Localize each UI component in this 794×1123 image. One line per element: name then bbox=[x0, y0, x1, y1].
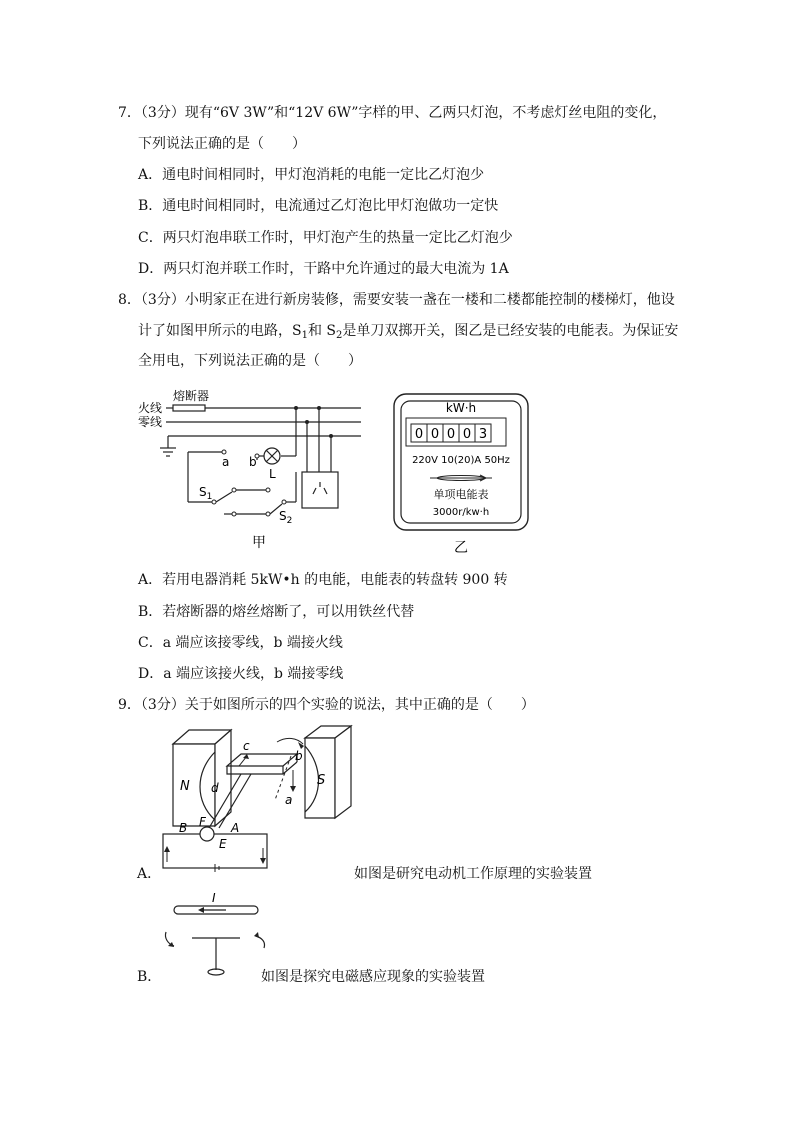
coil-b-label: b bbox=[295, 749, 303, 763]
q8-option-d: D．a 端应该接火线，b 端接零线 bbox=[138, 666, 344, 682]
q8-stem-line2 bbox=[138, 321, 678, 346]
q8-option-a: A．若用电器消耗 5kW•h 的电能，电能表的转盘转 900 转 bbox=[138, 572, 508, 588]
meter-digit-5: 3 bbox=[478, 427, 488, 442]
q8-line2-part2: 和 S bbox=[307, 323, 337, 339]
meter-name: 单项电能表 bbox=[433, 488, 489, 501]
q8-s2-subscript: 2 bbox=[336, 330, 343, 341]
q9-stem: 9．（3分）关于如图所示的四个实验的说法，其中正确的是（ ） bbox=[118, 697, 535, 713]
oersted-apparatus-figure bbox=[160, 892, 270, 982]
brush-b-label: B bbox=[179, 821, 188, 835]
q7-stem-line2: 下列说法正确的是（ ） bbox=[138, 136, 306, 152]
terminal-b-label: b bbox=[249, 455, 257, 469]
coil-c-label: c bbox=[243, 739, 250, 753]
q9-option-a-text: 如图是研究电动机工作原理的实验装置 bbox=[354, 866, 592, 882]
q9-option-b-text: 如图是探究电磁感应现象的实验装置 bbox=[261, 969, 485, 985]
coil-d-label: d bbox=[211, 781, 219, 795]
q9-option-a-label: A． bbox=[137, 866, 162, 882]
q7-stem-line1: 7．（3分）现有“6V 3W”和“12V 6W”字样的甲、乙两只灯泡，不考虑灯丝电阻的变化， bbox=[118, 105, 667, 121]
q9-option-b-label: B． bbox=[137, 969, 162, 985]
magnet-n-label: N bbox=[180, 779, 190, 794]
energy-meter-yi bbox=[392, 392, 532, 558]
q8-line2-part1: 计了如图甲所示的电路，S bbox=[138, 323, 302, 339]
meter-rate: 3000r/kw·h bbox=[432, 507, 490, 518]
q7-option-a: A．通电时间相同时，甲灯泡消耗的电能一定比乙灯泡少 bbox=[138, 167, 485, 183]
figure-jia-caption: 甲 bbox=[252, 535, 266, 551]
fuse-label: 熔断器 bbox=[173, 389, 210, 403]
ring-f-label: F bbox=[199, 815, 206, 829]
figure-yi-caption: 乙 bbox=[454, 540, 468, 556]
switch-s2-label: $S_2$ bbox=[279, 509, 293, 526]
ring-e-label: E bbox=[219, 837, 227, 851]
meter-digit-1: 0 bbox=[414, 427, 424, 442]
meter-digit-2: 0 bbox=[430, 427, 440, 442]
meter-unit: kW·h bbox=[445, 401, 477, 415]
meter-digit-4: 0 bbox=[462, 427, 472, 442]
lamp-label: L bbox=[269, 467, 276, 481]
magnet-s-label: S bbox=[317, 773, 326, 788]
meter-digit-3: 0 bbox=[446, 427, 456, 442]
current-i-label: I bbox=[212, 892, 216, 905]
q8-s1-subscript: 1 bbox=[301, 330, 308, 341]
q8-option-c: C．a 端应该接零线，b 端接火线 bbox=[138, 635, 343, 651]
q7-option-c: C．两只灯泡串联工作时，甲灯泡产生的热量一定比乙灯泡少 bbox=[138, 230, 513, 246]
q8-line2-part3: 是单刀双掷开关，图乙是已经安装的电能表。为保证安 bbox=[342, 323, 679, 339]
neutral-wire-label: 零线 bbox=[138, 415, 163, 429]
motor-apparatus-figure bbox=[155, 722, 365, 872]
circuit-diagram-jia bbox=[136, 384, 376, 559]
q7-option-d: D．两只灯泡并联工作时，干路中允许通过的最大电流为 1A bbox=[138, 261, 509, 277]
q8-stem-line3: 全用电，下列说法正确的是（ ） bbox=[138, 353, 362, 369]
coil-a-label: a bbox=[285, 793, 293, 807]
q8-stem-line1: 8．（3分）小明家正在进行新房装修，需要安装一盏在一楼和二楼都能控制的楼梯灯，他设 bbox=[118, 292, 675, 308]
q7-option-b: B．通电时间相同时，电流通过乙灯泡比甲灯泡做功一定快 bbox=[138, 198, 499, 214]
q8-option-b: B．若熔断器的熔丝熔断了，可以用铁丝代替 bbox=[138, 604, 415, 620]
meter-spec: 220V 10(20)A 50Hz bbox=[412, 455, 510, 466]
live-wire-label: 火线 bbox=[138, 401, 163, 415]
brush-a-label: A bbox=[231, 821, 240, 835]
switch-s1-label: $S_1$ bbox=[199, 485, 213, 502]
terminal-a-label: a bbox=[222, 455, 230, 469]
